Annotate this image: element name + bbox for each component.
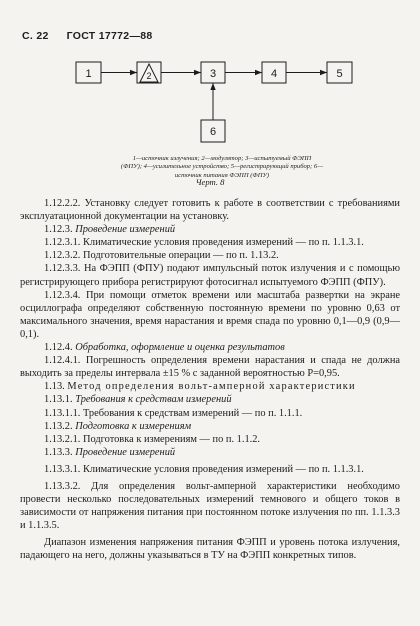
section-heading: [20, 341, 400, 354]
section-heading: [20, 420, 400, 433]
section-title: Проведение измерений: [75, 446, 176, 458]
block-1-label: 1: [85, 68, 92, 80]
caption-line: источник питания ФЭПП (ФПУ): [174, 171, 270, 179]
paragraph: 1.13.3.2. Для определения вольт-амперной характеристики необходимо провести несколько последовательных измерений темнового и общего токов в зависимости от напряжения питания при постоянном потоке излучения по пп. 1.1.3.3 и 1.1.3.5.: [20, 480, 400, 532]
paragraph: 1.12.3.4. При помощи отметок времени или масштаба развертки на экране осциллографа определяют собственную постоянную времени по уровню 0,63 от максимального значения, время нарастания и время спада по уровню 0,1—0,9 (0,9—0,1).: [20, 289, 400, 340]
section-title: Обработка, оформление и оценка результатов: [75, 342, 285, 354]
arrow-6-3: [210, 83, 215, 90]
arrow-1-2: [130, 70, 137, 75]
section-title: Подготовка к измерениям: [75, 420, 192, 432]
paragraph: 1.13.2.1. Подготовка к измерениям — по п. 1.1.2.: [44, 433, 261, 445]
method-heading: [20, 380, 400, 393]
section-number: 1.13.1.: [44, 394, 73, 406]
paragraph: 1.12.2.2. Установку следует готовить к работе в соответствии с требованиями эксплуатационной документации на установку.: [20, 198, 400, 223]
paragraph: 1.12.4.1. Погрешность определения времени нарастания и спада не должна выходить за пределы интервала ±15 % с заданной вероятностью P=0,95.: [20, 355, 400, 380]
paragraph: 1.12.3.1. Климатические условия проведения измерений — по п. 1.1.3.1.: [44, 237, 364, 249]
block-4-label: 4: [270, 68, 278, 80]
method-title: Метод определения вольт-амперной характеристики: [67, 381, 356, 393]
block-2-label: 2: [146, 71, 152, 81]
section-title: Проведение измерений: [75, 224, 176, 236]
section-heading: [20, 446, 400, 459]
arrow-2-3: [194, 70, 201, 75]
block-6-label: 6: [209, 126, 217, 138]
arrow-3-4: [255, 70, 262, 75]
page-header: [22, 30, 153, 42]
section-number: 1.13.3.: [44, 446, 73, 458]
section-number: 1.13.2.: [44, 420, 73, 432]
section-number: 1.13.: [44, 381, 65, 393]
section-number: 1.12.3.: [44, 224, 73, 236]
caption-line: (ФПУ); 4—усилительное устройство; 5—регистрирующий прибор; 6—: [120, 163, 324, 171]
block-5-label: 5: [336, 68, 343, 80]
block-3-label: 3: [209, 68, 217, 80]
caption-line: 1—источник излучения; 2—модулятор; 3—испытуемый ФЭПП: [132, 155, 312, 162]
paragraph: 1.13.1.1. Требования к средствам измерений — по п. 1.1.1.: [44, 407, 303, 419]
arrow-4-5: [320, 70, 327, 75]
paragraph: Диапазон изменения напряжения питания ФЭПП и уровень потока излучения, падающего на него, должны указываться в ТУ на ФЭПП конкретных типов.: [20, 537, 400, 562]
section-heading: [20, 393, 400, 406]
page-number: С. 22: [22, 30, 49, 42]
paragraph: 1.12.3.3. На ФЭПП (ФПУ) подают импульсный поток излучения и с помощью регистрирующего прибора регистрируют фотосигнал испытуемого ФЭПП (ФПУ).: [20, 263, 400, 288]
section-title: Требования к средствам измерений: [75, 394, 232, 406]
paragraph: 1.12.3.2. Подготовительные операции — по п. 1.13.2.: [44, 250, 279, 262]
body-text: [20, 197, 400, 563]
section-heading: [20, 223, 400, 236]
standard-code: ГОСТ 17772—88: [66, 30, 153, 42]
section-number: 1.12.4.: [44, 342, 73, 354]
paragraph: 1.13.3.1. Климатические условия проведения измерений — по п. 1.1.3.1.: [44, 463, 364, 475]
figure-label: Черт. 8: [195, 177, 225, 187]
